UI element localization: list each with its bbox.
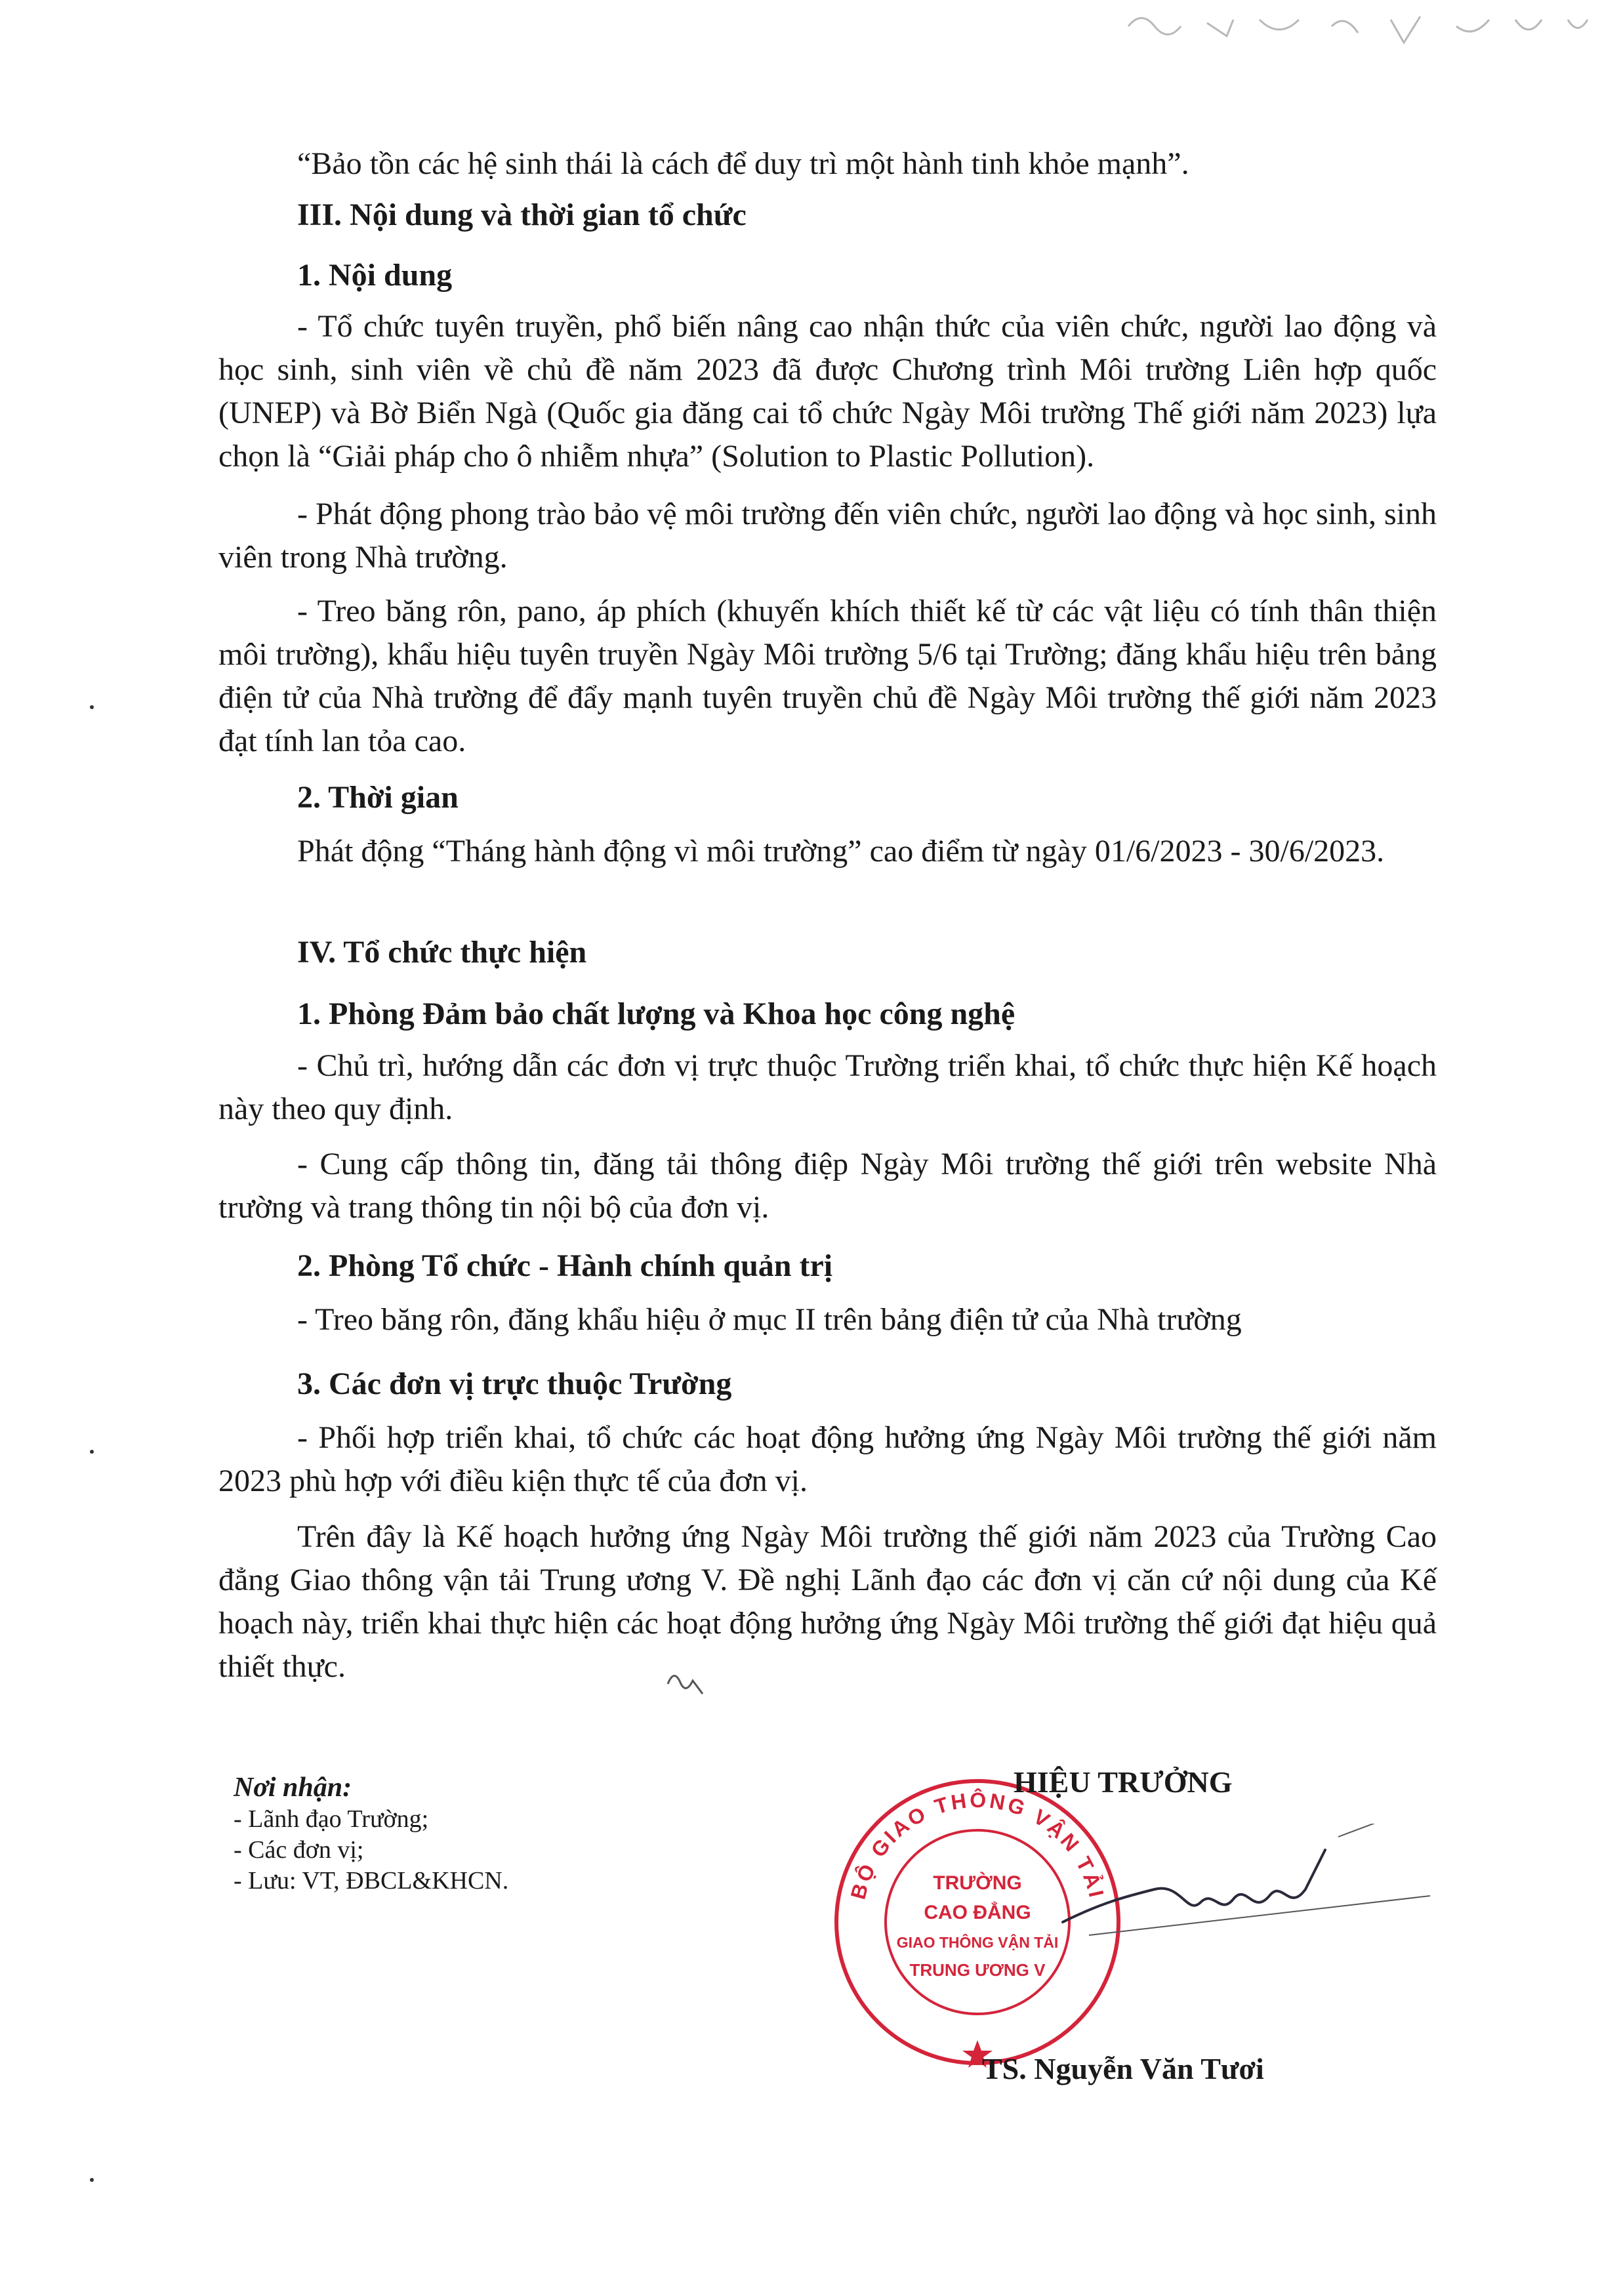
content-paragraph-1: - Tổ chức tuyên truyền, phổ biến nâng cao nhận thức của viên chức, người lao động và học sinh, sinh viên về chủ đề năm 2023 đã được Chương trình Môi trường Liên hợp quốc (UNEP) và Bờ Biển Ngà (Quốc gia đăng cai tổ chức Ngày Môi trường Thế giới năm 2023) lựa chọn là “Giải pháp cho ô nhiễm nhựa” (Solution to Plastic Pollution). bbox=[218, 309, 1437, 474]
admin-department-heading: 2. Phòng Tổ chức - Hành chính quản trị bbox=[297, 1248, 833, 1283]
seal-line-1: TRƯỜNG bbox=[933, 1872, 1022, 1894]
margin-scribble bbox=[1115, 0, 1620, 79]
recipients-block bbox=[234, 1771, 508, 1896]
time-paragraph: Phát động “Tháng hành động vì môi trường” cao điểm từ ngày 01/6/2023 - 30/6/2023. bbox=[297, 834, 1385, 869]
qa-paragraph-2: - Cung cấp thông tin, đăng tải thông điệp Ngày Môi trường thế giới trên website Nhà trường và trang thông tin nội bộ của đơn vị. bbox=[218, 1147, 1437, 1225]
units-paragraph: - Phối hợp triển khai, tổ chức các hoạt động hưởng ứng Ngày Môi trường thế giới năm 2023 phù hợp với điều kiện thực tế của đơn vị. bbox=[218, 1420, 1437, 1498]
content-paragraph-3: - Treo băng rôn, pano, áp phích (khuyến khích thiết kế từ các vật liệu có tính thân thiện môi trường), khẩu hiệu tuyên truyền Ngày Môi trường 5/6 tại Trường; đăng khẩu hiệu trên bảng điện tử của Nhà trường để đẩy mạnh tuyên truyền chủ đề Ngày Môi trường thế giới năm 2023 đạt tính lan tỏa cao. bbox=[218, 594, 1437, 758]
scan-speck bbox=[90, 2178, 94, 2182]
signer-name: TS. Nguyễn Văn Tươi bbox=[982, 2052, 1264, 2085]
intro-quote: “Bảo tồn các hệ sinh thái là cách để duy trì một hành tinh khỏe mạnh”. bbox=[297, 146, 1189, 181]
closing-paragraph: Trên đây là Kế hoạch hưởng ứng Ngày Môi trường thế giới năm 2023 của Trường Cao đẳng Giao thông vận tải Trung ương V. Đề nghị Lãnh đạo các đơn vị căn cứ nội dung của Kế hoạch này, triển khai thực hiện các hoạt động hưởng ứng Ngày Môi trường thế giới đạt hiệu quả thiết thực. bbox=[218, 1519, 1437, 1684]
seal-ring-text: BỘ GIAO THÔNG VẬN TẢI bbox=[846, 1788, 1109, 1902]
units-heading: 3. Các đơn vị trực thuộc Trường bbox=[297, 1366, 732, 1401]
signer-title: HIỆU TRƯỞNG bbox=[1014, 1765, 1233, 1799]
seal-line-2: CAO ĐẲNG bbox=[924, 1902, 1031, 1923]
recipient-item: - Các đơn vị; bbox=[234, 1836, 364, 1864]
time-heading: 2. Thời gian bbox=[297, 780, 459, 815]
admin-paragraph: - Treo băng rôn, đăng khẩu hiệu ở mục II trên bảng điện tử của Nhà trường bbox=[297, 1302, 1242, 1337]
section-3-heading: III. Nội dung và thời gian tổ chức bbox=[297, 197, 747, 232]
recipient-item: - Lãnh đạo Trường; bbox=[234, 1805, 429, 1833]
handwritten-signature bbox=[1050, 1824, 1443, 1968]
initial-mark bbox=[663, 1664, 708, 1697]
section-4-heading: IV. Tổ chức thực hiện bbox=[297, 935, 587, 970]
scan-speck bbox=[90, 1450, 94, 1454]
recipients-title: Nơi nhận: bbox=[234, 1773, 352, 1803]
content-heading: 1. Nội dung bbox=[297, 258, 453, 293]
seal-line-3: GIAO THÔNG VẬN TẢI bbox=[896, 1934, 1059, 1951]
scan-speck bbox=[90, 705, 94, 709]
seal-line-4: TRUNG ƯƠNG V bbox=[909, 1960, 1046, 1980]
qa-paragraph-1: - Chủ trì, hướng dẫn các đơn vị trực thuộc Trường triển khai, tổ chức thực hiện Kế hoạch này theo quy định. bbox=[218, 1048, 1437, 1126]
recipient-item: - Lưu: VT, ĐBCL&KHCN. bbox=[234, 1867, 509, 1895]
qa-department-heading: 1. Phòng Đảm bảo chất lượng và Khoa học công nghệ bbox=[297, 996, 1016, 1031]
content-paragraph-2: - Phát động phong trào bảo vệ môi trường đến viên chức, người lao động và học sinh, sinh viên trong Nhà trường. bbox=[218, 497, 1437, 575]
